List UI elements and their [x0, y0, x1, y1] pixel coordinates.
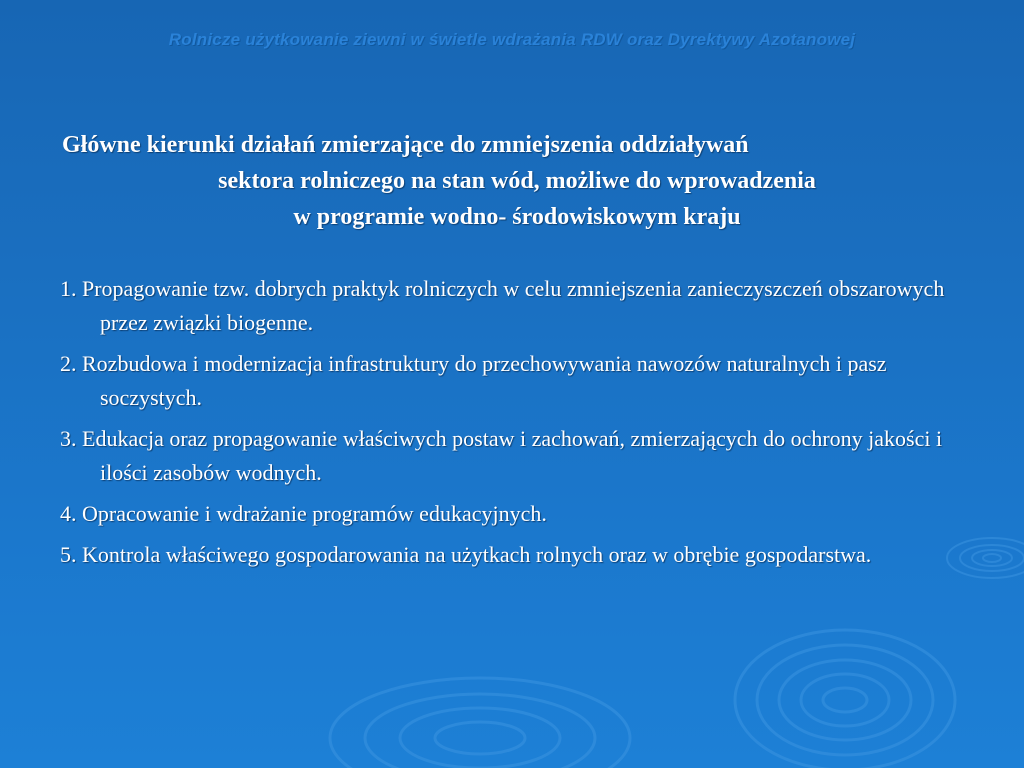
slide-heading-line-3: w programie wodno- środowiskowym kraju — [293, 204, 741, 230]
ripple-bottom-center — [330, 678, 630, 768]
action-list — [60, 272, 980, 579]
list-item: 2. Rozbudowa i modernizacja infrastruktury do przechowywania nawozów naturalnych i pasz soczystych. — [60, 351, 887, 410]
slide-heading-line-2: sektora rolniczego na stan wód, możliwe do wprowadzenia — [218, 168, 816, 194]
ripple-bottom-right — [735, 630, 955, 768]
slide-heading-line-1: Główne kierunki działań zmierzające do zmniejszenia oddziaływań — [62, 132, 749, 158]
list-item: 1. Propagowanie tzw. dobrych praktyk rolniczych w celu zmniejszenia zanieczyszczeń obszarowych przez związki biogenne. — [60, 276, 945, 335]
presentation-title: Rolnicze użytkowanie ziewni w świetle wdrażania RDW oraz Dyrektywy Azotanowej — [168, 30, 856, 49]
list-item: 5. Kontrola właściwego gospodarowania na użytkach rolnych oraz w obrębie gospodarstwa. — [60, 542, 872, 567]
list-item: 3. Edukacja oraz propagowanie właściwych postaw i zachowań, zmierzających do ochrony jakości i ilości zasobów wodnych. — [60, 426, 943, 485]
list-item: 4. Opracowanie i wdrażanie programów edukacyjnych. — [60, 501, 547, 526]
slide-heading — [62, 127, 972, 235]
